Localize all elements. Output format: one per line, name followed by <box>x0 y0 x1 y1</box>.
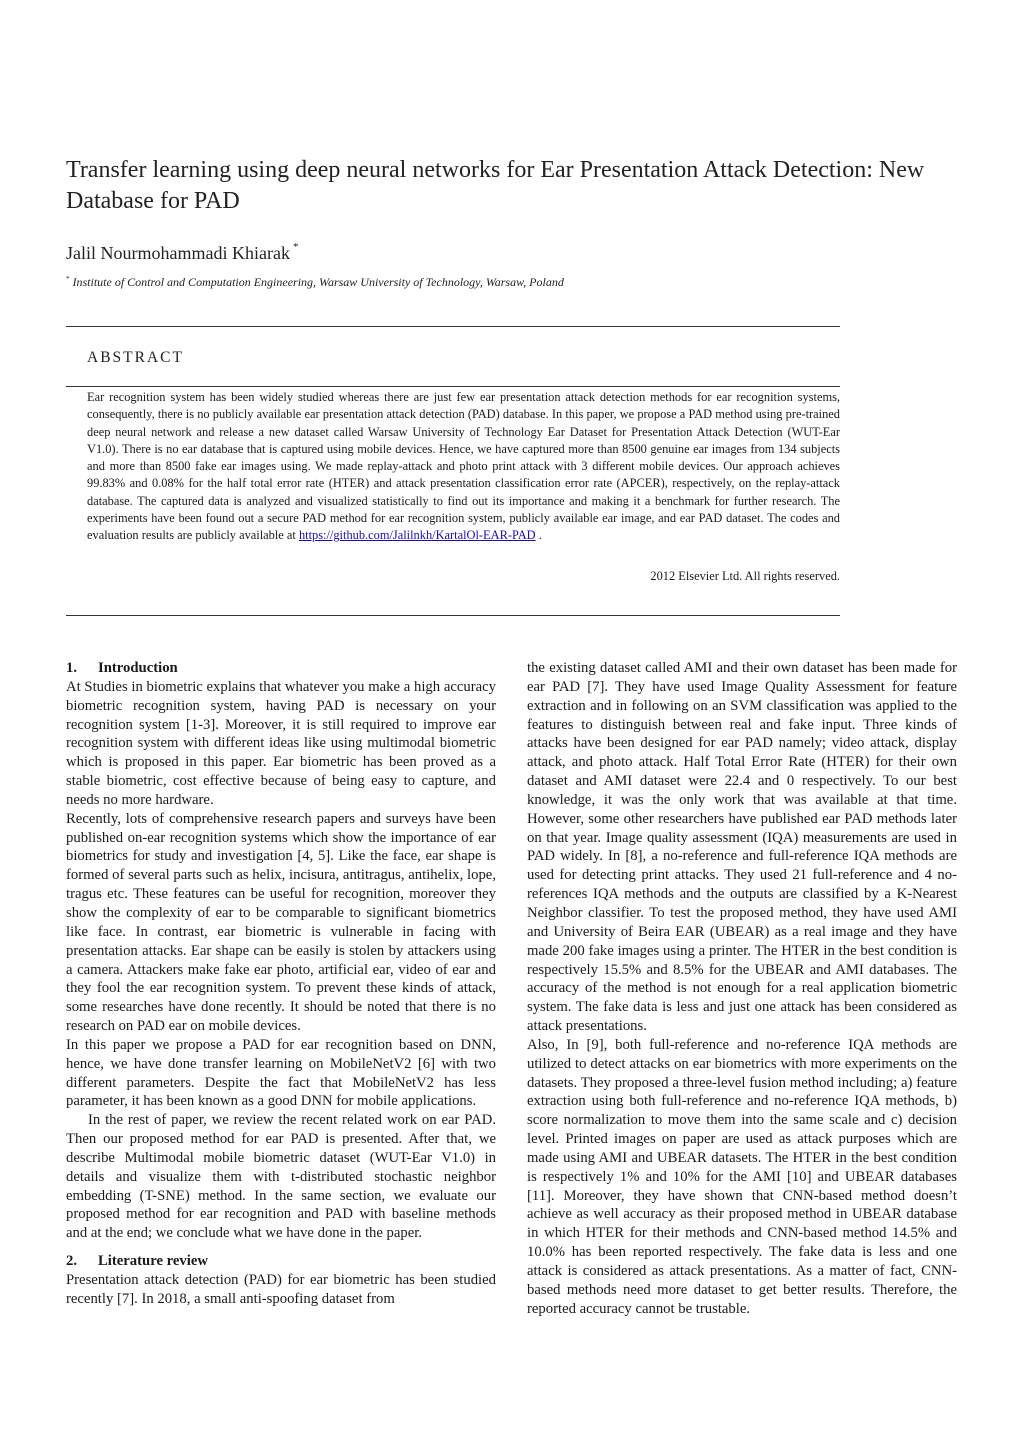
paragraph: Recently, lots of comprehensive research papers and surveys have been published on-ear recognition systems which show the importance of ear biometrics for study and investigation [4, 5]. Like the face, ear shape is formed of several parts such as helix, incisura, antitragus, antihelix, lope, tragus etc. These features can be useful for recognition, moreover they show the complexity of ear to be comparable to significant biometrics like face. In contrast, ear biometric is vulnerable in facing with presentation attacks. Ear shape can be easily is stolen by attackers using a camera. Attackers make fake ear photo, artificial ear, video of ear and they fool the ear recognition system. To prevent these kinds of attack, some researches have done recently. It should be noted that there is no research on PAD ear on mobile devices. <box>66 810 496 1035</box>
affiliation-text: Institute of Control and Computation Engineering, Warsaw University of Technology, Warsaw, Poland <box>72 275 564 289</box>
author-line <box>66 236 298 264</box>
paragraph: In this paper we propose a PAD for ear recognition based on DNN, hence, we have done transfer learning on MobileNetV2 [6] with two different parameters. Despite the fact that MobileNetV2 has less parameter, it has been known as a good DNN for mobile applications. <box>66 1036 496 1110</box>
left-column <box>66 659 496 1309</box>
paragraph: In the rest of paper, we review the recent related work on ear PAD. Then our proposed method for ear PAD is presented. After that, we describe Multimodal mobile biometric dataset (WUT-Ear V1.0) in details and visualize them with t-distributed stochastic neighbor embedding (T-SNE) method. In the same section, we evaluate our proposed method for ear recognition and PAD with baseline methods and at the end; we conclude what we have done in the paper. <box>66 1112 496 1242</box>
section-number: 1. <box>66 660 78 676</box>
affiliation-line <box>66 275 564 290</box>
affiliation-mark: * <box>66 275 70 283</box>
abstract-body <box>87 389 840 545</box>
github-link[interactable]: https://github.com/Jalilnkh/KartalOl-EAR-PAD <box>298 528 536 543</box>
abstract-heading: ABSTRACT <box>87 349 184 366</box>
paragraph: At Studies in biometric explains that whatever you make a high accuracy biometric recognition system, having PAD is necessary on your recognition system [1-3]. Moreover, it is still required to improve ear recognition system with different ideas like using multimodal biometric which is proposed in this paper. Ear biometric has been proved as a stable biometric, cost effective because of being easy to capture, and needs no more hardware. <box>66 678 496 808</box>
paragraph: the existing dataset called AMI and their own dataset has been made for ear PAD [7]. They have used Image Quality Assessment for feature extraction and in following on an SVM classification was applied to the features to distinguish between real and fake input. Three kinds of attacks have been designed for ear PAD namely; video attack, display attack, and photo attack. Half Total Error Rate (HTER) for their own dataset and AMI dataset were 22.4 and 0 respectively. To our best knowledge, it was the only work that was available at that time. However, some other researchers have published ear PAD methods later on that year. Image quality assessment (IQA) measurements are used in PAD widely. In [8], a no-reference and full-reference IQA methods are used for detecting print attacks. They used 21 full-reference and 4 no-references IQA methods and the outputs are classified by a K-Nearest Neighbor classifier. To test the proposed method, they have used AMI and University of Beira EAR (UBEAR) as a real image and they have made 200 fake images using a printer. The HTER in the best condition is respectively 15.5% and 8.5% for the UBEAR and AMI databases. The accuracy of the method is not enough for a real application biometric system. The fake data is less and just one attack has been considered as attack presentations. <box>527 660 957 1035</box>
author-footnote-mark: * <box>292 241 299 253</box>
abstract-text: Ear recognition system has been widely studied whereas there are just few ear presentation attack detection methods for ear recognition systems, consequently, there is no publicly available ear presentation attack detection (PAD) database. In this paper, we propose a PAD method using pre-trained deep neural network and release a new dataset called Warsaw University of Technology Ear Dataset for Presentation Attack Detection (WUT-Ear V1.0). There is no ear database that is captured using mobile devices. Hence, we have captured more than 8500 genuine ear images from 134 subjects and more than 8500 fake ear images using. We made replay-attack and photo print attack with 3 different mobile devices. Our approach achieves 99.83% and 0.08% for the half total error rate (HTER) and attack presentation classification error rate (APCER), respectively, on the replay-attack database. The captured data is analyzed and visualized statistically to find out its importance and making it a benchmark for further research. The experiments have been found out a secure PAD method for ear recognition system, publicly available ear image, and ear PAD dataset. The codes and evaluation results are publicly available at <box>87 390 840 543</box>
abstract-end: . <box>535 528 542 543</box>
bottom-rule <box>66 615 840 616</box>
paragraph: Presentation attack detection (PAD) for ear biometric has been studied recently [7]. In 2018, a small anti-spoofing dataset from <box>66 1272 496 1307</box>
right-column <box>527 659 957 1319</box>
copyright-notice: 2012 Elsevier Ltd. All rights reserved. <box>650 569 840 583</box>
abstract-rule <box>66 386 840 387</box>
top-rule <box>66 326 840 327</box>
section-title: Literature review <box>98 1253 208 1270</box>
paper-title: Transfer learning using deep neural networks for Ear Presentation Attack Detection: New Database for PAD <box>66 157 925 214</box>
paragraph: Also, In [9], both full-reference and no-reference IQA methods are utilized to detect attacks on ear biometrics with more experiments on the datasets. They proposed a three-level fusion method including; a) feature extraction using both full-reference and no-reference IQA methods, b) score normalization to move them into the same scale and c) decision level. Printed images on paper are used as attack purposes which are made using AMI and UBEAR datasets. The HTER in the best condition is respectively 1% and 10% for the AMI [10] and UBEAR databases [11]. Moreover, they have shown that CNN-based method doesn’t achieve as well accuracy as their proposed method in UBEAR database in which HTER for their methods and CNN-based method 14.5% and 10.0% has been reported respectively. The fake data is less and one attack is considered as attack presentations. As a matter of fact, CNN-based methods need more dataset to get better results. Therefore, the reported accuracy cannot be trustable. <box>527 1036 957 1317</box>
section-title: Introduction <box>98 660 178 676</box>
section-heading-introduction <box>66 659 496 678</box>
author-name: Jalil Nourmohammadi Khiarak <box>66 243 290 263</box>
section-number: 2. <box>66 1253 78 1270</box>
section-heading-literature-review <box>66 1252 496 1271</box>
